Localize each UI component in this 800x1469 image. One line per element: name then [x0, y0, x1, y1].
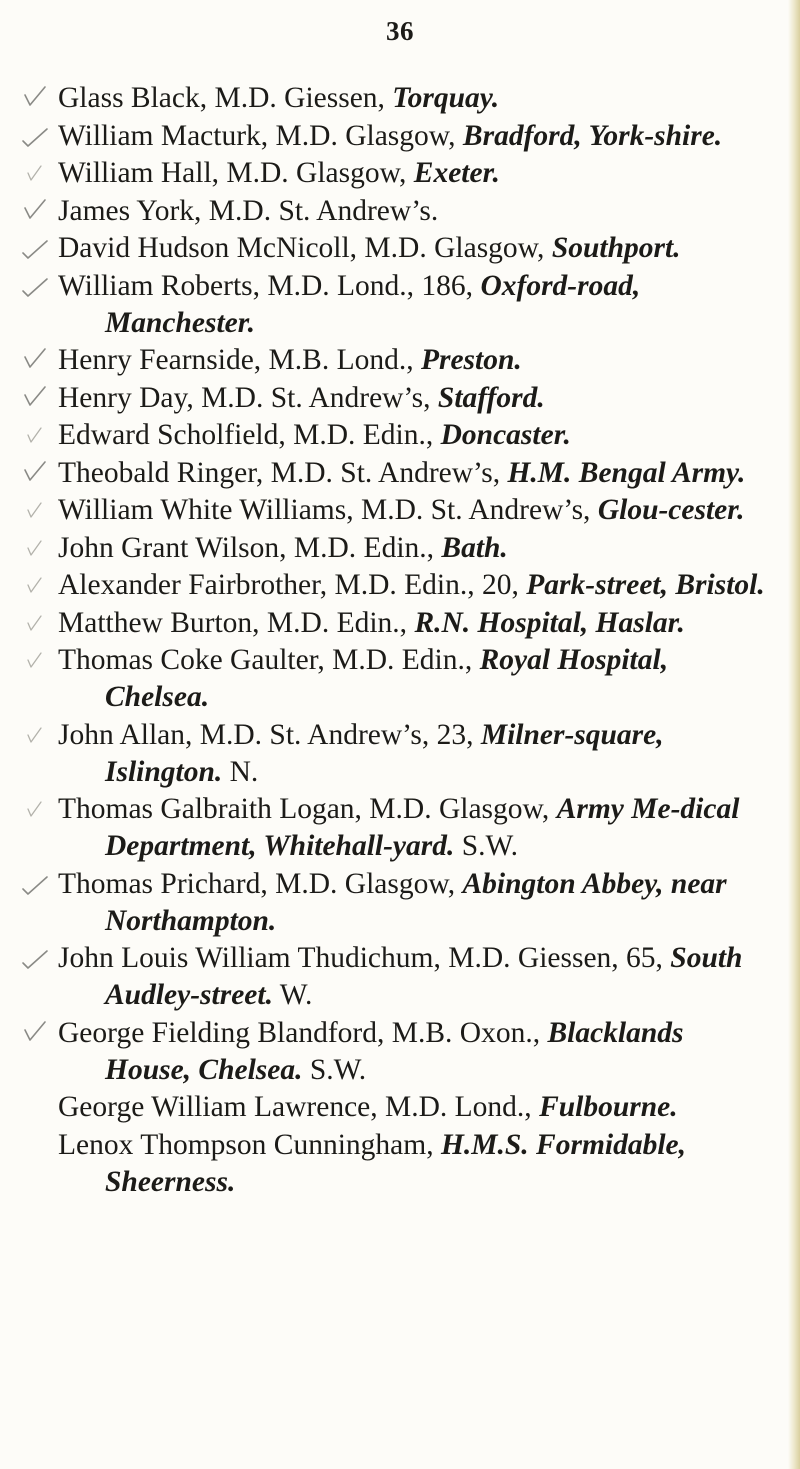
entry-name-degree: William Macturk, M.D. Glasgow,: [58, 119, 463, 152]
entry-place: Milner-square, Islington.: [105, 718, 664, 788]
register-entry: [0, 193, 770, 230]
entry-place: Bath.: [441, 531, 508, 564]
entry-name-degree: Henry Fearnside, M.B. Lond.,: [58, 344, 421, 376]
register-entry: [0, 530, 770, 567]
entry-place: Exeter.: [413, 157, 500, 189]
entry-name-degree: Thomas Coke Gaulter, M.D. Edin.,: [58, 644, 480, 676]
entry-name-degree: William Roberts, M.D. Lond., 186,: [58, 269, 481, 302]
pencil-checkmark-icon: [19, 794, 49, 824]
entry-place: Royal Hospital, Chelsea.: [105, 644, 669, 713]
pencil-checkmark-icon: [19, 943, 49, 973]
entry-name-degree: James York, M.D. St. Andrew’s.: [58, 194, 439, 227]
pencil-checkmark-icon: [19, 345, 49, 375]
entry-postal-district: W.: [272, 979, 313, 1011]
register-entry: [0, 342, 770, 379]
entry-place: Blacklands House, Chelsea.: [105, 1016, 684, 1086]
entry-name-degree: George William Lawrence, M.D. Lond.,: [58, 1091, 540, 1123]
entry-name-degree: Glass Black, M.D. Giessen,: [58, 82, 393, 114]
entry-name-degree: David Hudson McNicoll, M.D. Glasgow,: [58, 232, 552, 264]
pencil-checkmark-icon: [19, 533, 49, 563]
entry-place: Preston.: [420, 344, 522, 376]
entry-name-degree: Henry Day, M.D. St. Andrew’s,: [58, 381, 438, 414]
register-entry: [0, 380, 770, 417]
register-entries: [0, 80, 770, 1201]
pencil-checkmark-icon: [19, 869, 49, 899]
page-edge: [788, 0, 800, 1469]
entry-place: Doncaster.: [440, 419, 571, 451]
entry-place: Army Me-dical Department, Whitehall-yard.: [105, 793, 740, 862]
pencil-checkmark-icon: [19, 495, 49, 525]
entry-place: Stafford.: [437, 381, 545, 414]
entry-postal-district: N.: [222, 755, 259, 788]
pencil-checkmark-icon: [19, 458, 49, 488]
entry-name-degree: George Fielding Blandford, M.B. Oxon.,: [58, 1016, 548, 1049]
pencil-checkmark-icon: [19, 158, 49, 188]
register-entry: [0, 866, 770, 940]
entry-place: R.N. Hospital, Haslar.: [414, 606, 685, 639]
register-entry: [0, 1089, 770, 1126]
register-entry: [0, 268, 770, 342]
page-number: 36: [386, 16, 414, 46]
entry-name-degree: John Grant Wilson, M.D. Edin.,: [58, 531, 442, 564]
pencil-checkmark-icon: [19, 196, 49, 226]
entry-place: Bradford, York-shire.: [462, 119, 723, 152]
entry-name-degree: Matthew Burton, M.D. Edin.,: [58, 606, 415, 639]
entry-name-degree: William White Williams, M.D. St. Andrew’s,: [58, 494, 598, 526]
pencil-checkmark-icon: [19, 83, 49, 113]
register-entry: [0, 155, 770, 192]
pencil-checkmark-icon: [19, 383, 49, 413]
entry-place: Southport.: [551, 232, 681, 264]
entry-name-degree: Edward Scholfield, M.D. Edin.,: [58, 419, 441, 451]
pencil-checkmark-icon: [19, 608, 49, 638]
entry-name-degree: Theobald Ringer, M.D. St. Andrew’s,: [58, 456, 508, 489]
entry-name-degree: Alexander Fairbrother, M.D. Edin., 20,: [58, 569, 527, 601]
entry-place: Abington Abbey, near Northampton.: [105, 867, 727, 937]
register-entry: [0, 642, 770, 716]
register-entry: [0, 1015, 770, 1089]
register-entry: [0, 605, 770, 642]
entry-postal-district: S.W.: [454, 830, 519, 862]
entry-place: H.M. Bengal Army.: [507, 456, 746, 489]
entry-place: Oxford-road, Manchester.: [105, 269, 641, 339]
entry-place: Fulbourne.: [539, 1091, 678, 1123]
register-entry: [0, 1127, 770, 1201]
pencil-checkmark-icon: [19, 570, 49, 600]
entry-place: H.M.S. Formidable, Sheerness.: [105, 1128, 686, 1198]
entry-place: Park-street, Bristol.: [526, 569, 765, 601]
register-entry: [0, 80, 770, 117]
entry-name-degree: John Allan, M.D. St. Andrew’s, 23,: [58, 718, 481, 751]
entry-name-degree: Thomas Prichard, M.D. Glasgow,: [58, 867, 463, 900]
entry-place: Torquay.: [392, 82, 500, 114]
pencil-checkmark-icon: [19, 1018, 49, 1048]
pencil-checkmark-icon: [19, 420, 49, 450]
pencil-checkmark-icon: [19, 271, 49, 301]
pencil-checkmark-icon: [19, 233, 49, 263]
register-entry: [0, 717, 770, 791]
entry-name-degree: Lenox Thompson Cunningham,: [58, 1128, 441, 1161]
register-entry: [0, 791, 770, 865]
register-entry: [0, 230, 770, 267]
register-entry: [0, 455, 770, 492]
register-entry: [0, 940, 770, 1014]
entry-place: Glou-cester.: [597, 494, 745, 526]
entry-name-degree: William Hall, M.D. Glasgow,: [58, 157, 414, 189]
entry-name-degree: Thomas Galbraith Logan, M.D. Glasgow,: [58, 793, 557, 825]
entry-place: South Audley-street.: [105, 942, 743, 1011]
register-entry: [0, 417, 770, 454]
entry-postal-district: S.W.: [302, 1053, 367, 1086]
pencil-checkmark-icon: [19, 121, 49, 151]
register-entry: [0, 118, 770, 155]
entry-name-degree: John Louis William Thudichum, M.D. Giessen, 65,: [58, 942, 671, 974]
register-entry: [0, 492, 770, 529]
pencil-checkmark-icon: [19, 720, 49, 750]
register-entry: [0, 567, 770, 604]
pencil-checkmark-icon: [19, 645, 49, 675]
